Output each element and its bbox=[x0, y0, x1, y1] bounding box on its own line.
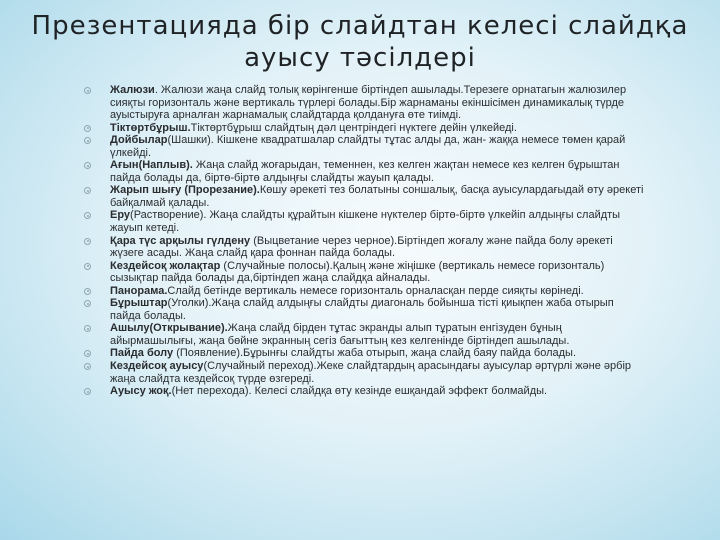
list-item bbox=[84, 347, 644, 360]
list-item bbox=[84, 84, 644, 122]
item-term: Бұрыштар bbox=[110, 297, 168, 310]
slide-title bbox=[20, 10, 700, 74]
item-description: (Выцветание через черное).Біртіндеп жоғалу және пайда болу әрекеті жүзеге асады. Жаңа слайд қара фоннан пайда болады. bbox=[110, 234, 613, 260]
list-item bbox=[84, 297, 644, 322]
item-description: Жаңа слайд бірден тұтас экранды алып тұратын енгізуден бұның айырмашылығы, жаңа бөйне экранның сегіз бағыттың кез келгенінде біртіндеп ашылады. bbox=[110, 322, 570, 347]
list-item bbox=[84, 322, 644, 347]
list-item bbox=[84, 385, 644, 398]
item-description: (Уголки).Жаңа слайд алдыңғы слайдты диагональ бойынша тісті қиықпен жаба отырып пайда болады. bbox=[110, 297, 614, 322]
list-item bbox=[84, 360, 644, 385]
item-description: Көшу әрекеті тез болатыны соншалық, басқа ауысулардағыдай өту әрекеті байқалмай қалады. bbox=[110, 184, 644, 209]
bullet-icon bbox=[84, 325, 91, 332]
item-term: Ашылу(Открывание). bbox=[110, 322, 228, 335]
item-term: Жарып шығу (Прорезание). bbox=[110, 184, 260, 197]
list-item bbox=[84, 184, 644, 209]
list-item bbox=[84, 285, 644, 298]
item-term: Ауысу жоқ. bbox=[110, 385, 172, 398]
bullet-icon bbox=[84, 363, 91, 370]
bullet-icon bbox=[84, 388, 91, 395]
list-item bbox=[84, 134, 644, 159]
bullet-icon bbox=[84, 288, 91, 295]
list-item bbox=[84, 235, 644, 260]
bullet-icon bbox=[84, 212, 91, 219]
item-description: . Жалюзи жаңа слайд толық көрінгенше біртіндеп ашылады.Терезеге орнатагын жалюзилер сияқты горизонталь және вертикаль түрлері болады.Бір жарнаманы екіншісімен динамикалық түрде ауыстыруға арналған жарнамалық слайдтарда қолдануға өте тиімді. bbox=[110, 84, 627, 122]
item-term: Дойбылар bbox=[110, 134, 168, 147]
item-description: Жаңа слайд жоғарыдан, теменнен, кез келген жақтан немесе кез келген бұрыштан пайда болады да, біртө-біртө алдыңғы слайдты жауып қалады. bbox=[110, 159, 620, 184]
item-description: (Шашки). Кішкене квадратшалар слайдты тұтас алды да, жан- жаққа немесе төмен қарай үлкейді. bbox=[110, 134, 626, 159]
bullet-icon bbox=[84, 137, 91, 144]
bullet-icon bbox=[84, 263, 91, 270]
item-description: (Случайные полосы).Қалың және жіңішке (вертикаль немесе горизонталь) сызықтар пайда болады да,біртіндеп жаңа слайдқа айналады. bbox=[110, 259, 605, 285]
list-item bbox=[84, 260, 644, 285]
list-item bbox=[84, 159, 644, 184]
transition-list bbox=[84, 84, 644, 398]
slide-title-line-1: Презентацияда бір слайдтан келесі слайдқа bbox=[31, 11, 689, 41]
bullet-icon bbox=[84, 300, 91, 307]
item-description: Слайд бетінде вертикаль немесе горизонталь орналасқан перде сияқты көрінеді. bbox=[167, 284, 584, 297]
item-term: Қара түс арқылы гүлдену bbox=[110, 234, 251, 247]
list-item bbox=[84, 209, 644, 234]
item-description: (Нет перехода). Келесі слайдқа өту кезінде ешқандай эффект болмайды. bbox=[171, 385, 548, 398]
slide-title-line-2: ауысу тәсілдері bbox=[244, 43, 476, 73]
bullet-icon bbox=[84, 87, 91, 94]
bullet-icon bbox=[84, 125, 91, 132]
item-term: Кездейсоқ ауысу bbox=[110, 360, 204, 373]
item-term: Еру bbox=[110, 209, 131, 222]
bullet-icon bbox=[84, 187, 91, 194]
list-item bbox=[84, 122, 644, 135]
item-description: (Случайный переход).Жеке слайдтардың арасындағы ауысулар әртүрлі және әрбір жаңа слайдта кездейсоқ түрде өзгереді. bbox=[110, 360, 632, 385]
bullet-icon bbox=[84, 162, 91, 169]
item-term: Ағын(Наплыв). bbox=[110, 159, 193, 172]
item-term: Панорама. bbox=[110, 284, 168, 297]
item-term: Тіктөртбұрыш. bbox=[110, 121, 191, 134]
bullet-icon bbox=[84, 350, 91, 357]
item-term: Жалюзи bbox=[110, 84, 155, 96]
item-description: Тіктөртбұрыш слайдтың дәл центріндегі нүктеге дейін үлкейеді. bbox=[190, 121, 517, 134]
item-description: (Появление).Бұрынғы слайдты жаба отырып, жаңа слайд баяу пайда болады. bbox=[173, 347, 577, 360]
bullet-icon bbox=[84, 238, 91, 245]
item-term: Пайда болу bbox=[110, 347, 174, 360]
item-term: Кездейсоқ жолақтар bbox=[110, 259, 221, 272]
item-description: (Растворение). Жаңа слайдты құрайтын кішкене нүктелер біртө-біртө үлкейіп алдыңғы слайдты жауып кетеді. bbox=[110, 209, 621, 235]
